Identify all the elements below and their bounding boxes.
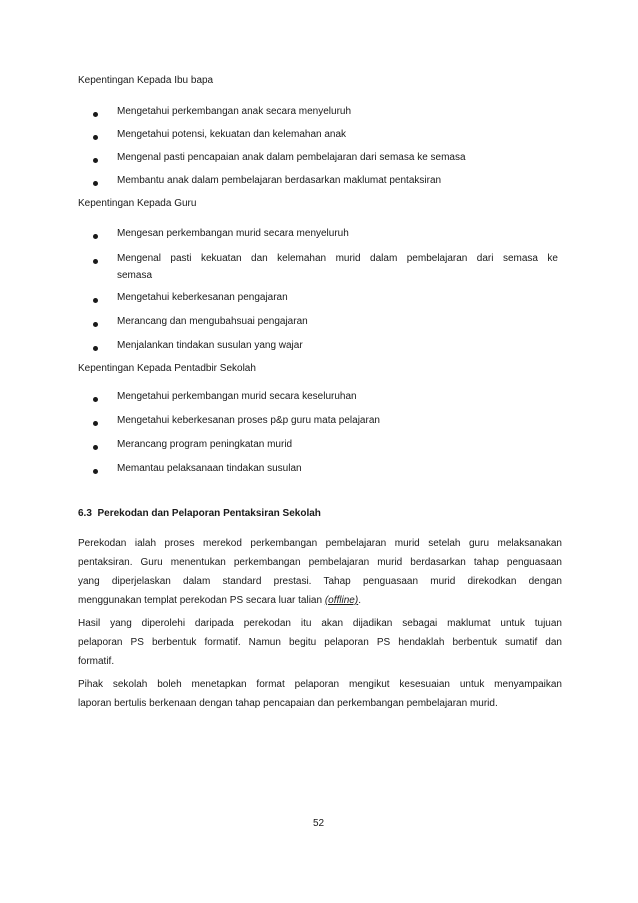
- bullet-icon: [93, 421, 98, 426]
- list-item: Mengesan perkembangan murid secara menyeluruh: [117, 228, 349, 239]
- bullet-icon: [93, 158, 98, 163]
- paragraph-line: pentaksiran. Guru menentukan perkembangan pembelajaran murid berdasarkan tahap penguasaan: [78, 557, 562, 568]
- list-item: Mengetahui keberkesanan pengajaran: [117, 292, 288, 303]
- list-item: Mengetahui potensi, kekuatan dan kelemahan anak: [117, 129, 347, 140]
- list-item: Mengenal pasti kekuatan dan kelemahan murid dalam pembelajaran dari semasa ke: [117, 253, 558, 264]
- list-item: Mengetahui keberkesanan proses p&p guru mata pelajaran: [117, 415, 380, 426]
- paragraph-text: menggunakan templat perekodan PS secara luar talian: [78, 595, 325, 606]
- heading-pentadbir: Kepentingan Kepada Pentadbir Sekolah: [78, 363, 256, 374]
- paragraph-pihak-sekolah: [78, 675, 562, 713]
- bullet-icon: [93, 298, 98, 303]
- list-item: Mengenal pasti pencapaian anak dalam pembelajaran dari semasa ke semasa: [117, 152, 466, 163]
- page-number: 52: [313, 818, 325, 829]
- bullet-icon: [93, 346, 98, 351]
- heading-guru: Kepentingan Kepada Guru: [78, 198, 197, 209]
- bullet-icon: [93, 259, 98, 264]
- section-number: 6.3: [78, 508, 92, 519]
- list-item: Menjalankan tindakan susulan yang wajar: [117, 340, 303, 351]
- bullet-icon: [93, 397, 98, 402]
- paragraph-hasil: [78, 614, 562, 671]
- list-item: Mengetahui perkembangan anak secara menyeluruh: [117, 106, 352, 117]
- bullet-icon: [93, 112, 98, 117]
- paragraph-line: Hasil yang diperolehi daripada perekodan itu akan dijadikan sebagai maklumat untuk tujuan: [78, 618, 562, 629]
- offline-term: (offline): [324, 595, 359, 606]
- bullet-icon: [93, 469, 98, 474]
- paragraph-period: .: [358, 595, 361, 606]
- bullet-icon: [93, 135, 98, 140]
- section-heading: Perekodan dan Pelaporan Pentaksiran Sekolah: [97, 508, 321, 519]
- list-item: Merancang dan mengubahsuai pengajaran: [117, 316, 308, 327]
- list-item-continuation: semasa: [117, 270, 153, 281]
- paragraph-line: Pihak sekolah boleh menetapkan format pelaporan mengikut kesesuaian untuk menyampaikan: [78, 679, 562, 690]
- bullet-icon: [93, 234, 98, 239]
- paragraph-line: laporan bertulis berkenaan dengan tahap pencapaian dan perkembangan pembelajaran murid.: [78, 698, 498, 709]
- bullet-icon: [93, 445, 98, 450]
- list-item: Membantu anak dalam pembelajaran berdasarkan maklumat pentaksiran: [117, 175, 442, 186]
- heading-ibu-bapa: Kepentingan Kepada Ibu bapa: [78, 75, 214, 86]
- paragraph-line: formatif.: [78, 656, 115, 667]
- bullet-icon: [93, 322, 98, 327]
- list-item: Memantau pelaksanaan tindakan susulan: [117, 463, 302, 474]
- paragraph-line: Perekodan ialah proses merekod perkembangan pembelajaran murid setelah guru melaksanakan: [78, 538, 562, 549]
- paragraph-perekodan: [78, 534, 562, 610]
- paragraph-line: yang diperjelaskan dalam standard prestasi. Tahap penguasaan murid direkodkan dengan: [78, 576, 562, 587]
- list-item: Merancang program peningkatan murid: [117, 439, 293, 450]
- list-item: Mengetahui perkembangan murid secara keseluruhan: [117, 391, 357, 402]
- paragraph-line: [78, 591, 562, 610]
- bullet-icon: [93, 181, 98, 186]
- paragraph-line: pelaporan PS berbentuk formatif. Namun begitu pelaporan PS hendaklah berbentuk sumatif dan: [78, 637, 562, 648]
- section-title: [78, 508, 321, 519]
